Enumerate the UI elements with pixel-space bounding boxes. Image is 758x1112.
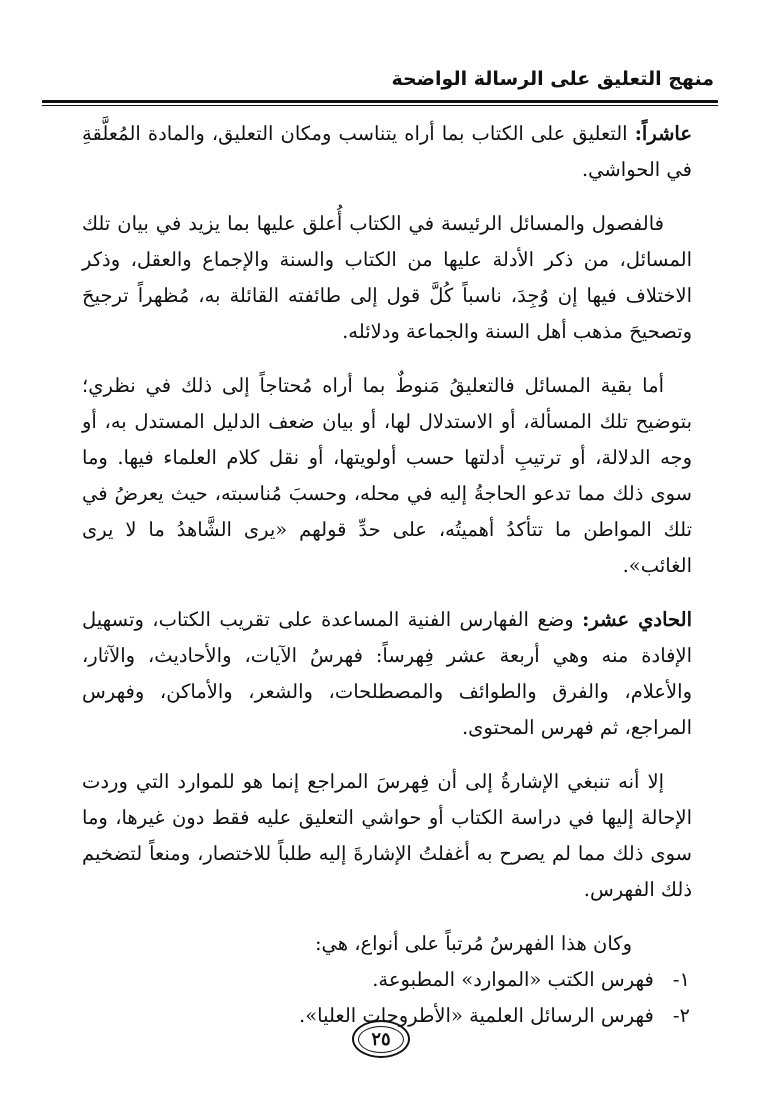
- paragraph-other-issues: [82, 368, 692, 584]
- paragraph-text: وضع الفهارس الفنية المساعدة على تقريب الكتاب، وتسهيل الإفادة منه وهي أربعة عشر فِهرساً: فهرسُ الآيات، والأحاديث، والآثار، والأعلام، والفرق والطوائف والمصطلحات، والشعر، والأماكن، وفهرس المراجع، ثم فهرس المحتوى.: [82, 608, 692, 739]
- page-number-ornament: [352, 1020, 410, 1058]
- paragraph-text: التعليق على الكتاب بما أراه يتناسب ومكان التعليق، والمادة المُعلَّقةِ في الحواشي.: [82, 122, 692, 181]
- header-rule-thin: [42, 105, 718, 106]
- paragraph-lead: عاشراً:: [634, 122, 692, 145]
- list-item-number: ١-: [672, 968, 690, 991]
- paragraph-text: إلا أنه تنبغي الإشارةُ إلى أن فِهرسَ المراجع إنما هو للموارد التي وردت الإحالة إليها في دراسة الكتاب أو حواشي التعليق عليه فقط دون غيرها، وما سوى ذلك مما لم يصرح به أغفلتُ الإشارةَ إليه طلباً للاختصار، ومنعاً لتضخيم ذلك الفهرس.: [82, 770, 692, 901]
- paragraph-lead: الحادي عشر:: [582, 608, 692, 631]
- paragraph-references-note: [82, 764, 692, 908]
- body-text: [82, 116, 692, 1034]
- paragraph-text: فالفصول والمسائل الرئيسة في الكتاب أُعلق عليها بما يزيد في بيان تلك المسائل، من ذكر الأدلة عليها من الكتاب والسنة والإجماع والعقل، وذكر الاختلاف فيها إن وُجِدَ، ناسباً كُلَّ قول إلى طائفته القائلة به، مُظهراً ترجيحَ وتصحيحَ مذهب أهل السنة والجماعة ودلائله.: [82, 212, 692, 343]
- list-item-text: فهرس الرسائل العلمية «الأطروحات العليا».: [299, 1004, 654, 1027]
- list-item: [82, 962, 692, 998]
- list-item-number: ٢-: [672, 1004, 690, 1027]
- running-header: منهج التعليق على الرسالة الواضحة: [391, 68, 714, 90]
- list-item-text: فهرس الكتب «الموارد» المطبوعة.: [372, 968, 654, 991]
- header-rule-thick: [42, 100, 718, 103]
- list-intro: وكان هذا الفهرسُ مُرتباً على أنواع، هي:: [314, 932, 632, 955]
- paragraph-text: أما بقية المسائل فالتعليقُ مَنوطٌ بما أراه مُحتاجاً إلى ذلك في نظري؛ بتوضيح تلك المسألة، أو الاستدلال لها، أو بيان ضعف الدليل المستدل به، أو وجه الدلالة، أو ترتيبِ أدلتها حسب أولويتها، أو نقل كلام العلماء فيها. وما سوى ذلك مما تدعو الحاجةُ إليه في محله، وحسبَ مُناسبته، حيث يعرضُ في تلك المواطن ما تتأكدُ أهميتُه، على حدِّ قولهم «يرى الشَّاهدُ ما لا يرى الغائب».: [82, 374, 692, 577]
- page-number: ٢٥: [358, 1026, 404, 1053]
- paragraph-eleventh: [82, 602, 692, 746]
- paragraph-tenth: [82, 116, 692, 188]
- paragraph-main-chapters: [82, 206, 692, 350]
